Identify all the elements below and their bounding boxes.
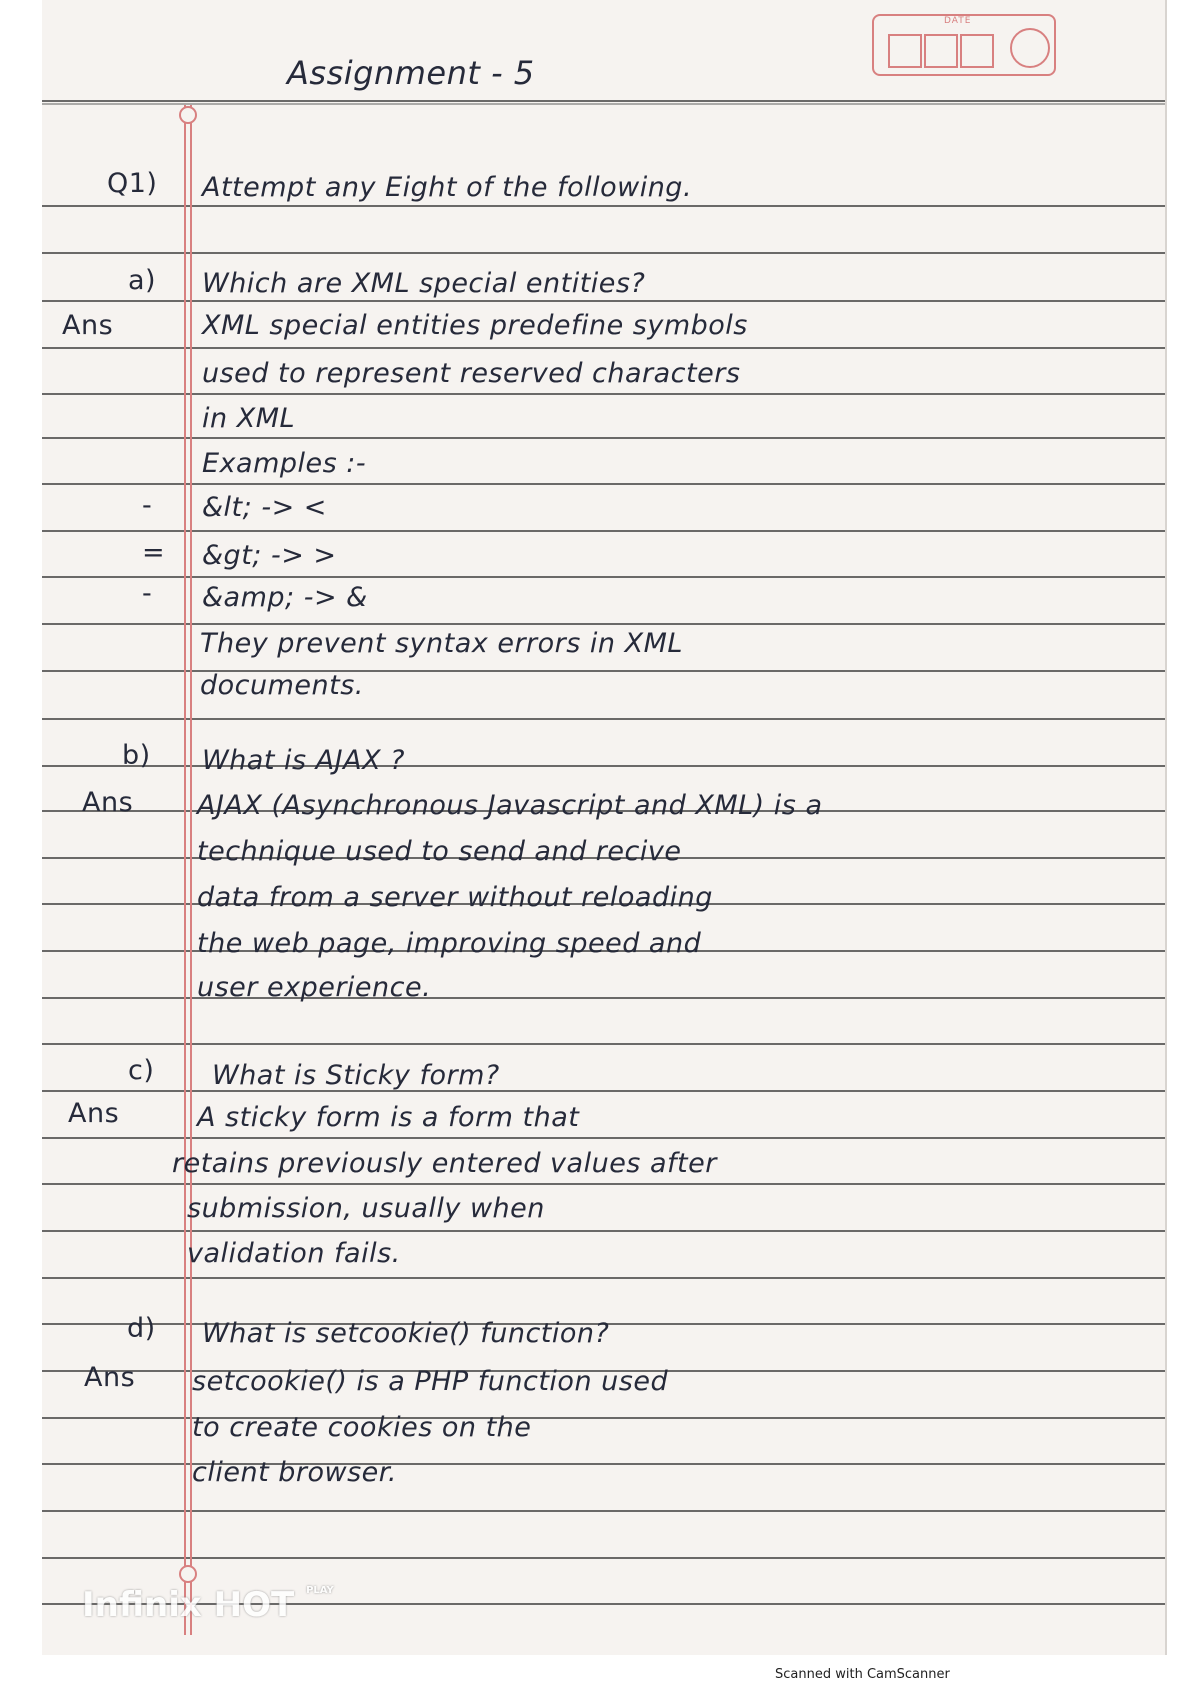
item-b-label: b) xyxy=(122,740,151,771)
item-c-question: What is Sticky form? xyxy=(212,1060,500,1091)
answer-line: A sticky form is a form that xyxy=(197,1102,580,1133)
date-box: DATE xyxy=(872,14,1056,76)
answer-line: in XML xyxy=(202,403,296,434)
page-title: Assignment - 5 xyxy=(287,54,535,92)
answer-line: data from a server without reloading xyxy=(197,882,713,913)
answer-line: client browser. xyxy=(192,1457,397,1488)
answer-line: submission, usually when xyxy=(187,1193,545,1224)
answer-line: XML special entities predefine symbols xyxy=(202,310,748,341)
item-a-question: Which are XML special entities? xyxy=(202,268,646,299)
bullet-dash: - xyxy=(142,578,153,609)
answer-line: retains previously entered values after xyxy=(172,1148,717,1179)
answer-line: documents. xyxy=(200,670,364,701)
item-c-ans-label: Ans xyxy=(68,1098,120,1129)
item-c-label: c) xyxy=(128,1055,155,1086)
item-b-question: What is AJAX ? xyxy=(202,745,405,776)
answer-line: to create cookies on the xyxy=(192,1412,532,1443)
item-d-ans-label: Ans xyxy=(84,1362,136,1393)
answer-line: &gt; -> > xyxy=(202,540,337,571)
notebook-page xyxy=(42,0,1167,1655)
question-label: Q1) xyxy=(107,168,158,199)
answer-line: They prevent syntax errors in XML xyxy=(200,628,683,659)
answer-line: &lt; -> < xyxy=(202,492,327,523)
camera-watermark: Infinix HOT $^{PLAY}$ xyxy=(82,1585,334,1625)
answer-line: &amp; -> & xyxy=(202,582,368,613)
scanner-credit: Scanned with CamScanner xyxy=(775,1667,950,1682)
item-d-question: What is setcookie() function? xyxy=(202,1318,610,1349)
item-a-label: a) xyxy=(128,265,157,296)
answer-line: used to represent reserved characters xyxy=(202,358,741,389)
answer-line: technique used to send and recive xyxy=(197,836,682,867)
item-a-ans-label: Ans xyxy=(62,310,114,341)
question-text: Attempt any Eight of the following. xyxy=(202,172,693,203)
item-d-label: d) xyxy=(127,1313,156,1344)
answer-line: setcookie() is a PHP function used xyxy=(192,1366,669,1397)
answer-line: the web page, improving speed and xyxy=(197,928,702,959)
answer-line: AJAX (Asynchronous Javascript and XML) is a xyxy=(197,790,823,821)
answer-line: user experience. xyxy=(197,972,432,1003)
answer-line: validation fails. xyxy=(187,1238,401,1269)
bullet-dash: - xyxy=(142,490,153,521)
bullet-dash: = xyxy=(142,537,166,568)
answer-line: Examples :- xyxy=(202,448,367,479)
item-b-ans-label: Ans xyxy=(82,787,134,818)
